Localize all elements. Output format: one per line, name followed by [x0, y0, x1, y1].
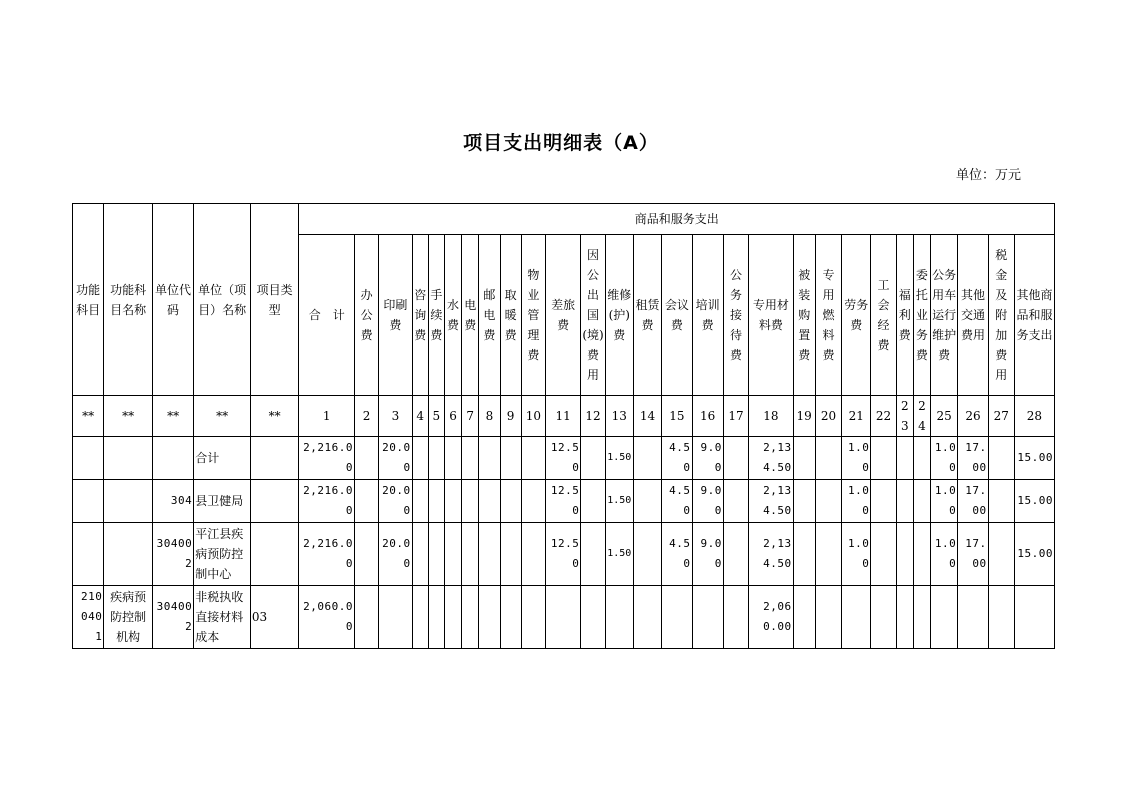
col-header: 维修(护)费: [605, 235, 633, 396]
col-number: 20: [815, 396, 841, 437]
col-number: 6: [444, 396, 461, 437]
col-header: 专用燃料费: [815, 235, 841, 396]
unit-name-cell: 合计: [194, 437, 251, 480]
col-header: 邮电费: [479, 235, 500, 396]
col-number: **: [104, 396, 153, 437]
col-header: 项目类型: [250, 204, 299, 396]
col-number: 5: [428, 396, 444, 437]
unit-code-cell: 304: [152, 480, 193, 523]
total-cell: 2,216.00: [299, 523, 355, 586]
material-cell: 2,134.50: [749, 480, 793, 523]
repair-cell: 1.50: [605, 523, 633, 586]
printing-cell: 20.00: [379, 437, 412, 480]
col-header: 印刷费: [379, 235, 412, 396]
col-header: 差旅费: [545, 235, 580, 396]
col-header: 劳务费: [842, 235, 871, 396]
col-header: 水费: [444, 235, 461, 396]
col-header: 取暖费: [500, 235, 521, 396]
col-number: 25: [931, 396, 958, 437]
vehicle-cell: 1.00: [931, 523, 958, 586]
printing-cell: 20.00: [379, 480, 412, 523]
other-cell: 15.00: [1014, 480, 1054, 523]
travel-cell: 12.50: [545, 523, 580, 586]
col-number: **: [152, 396, 193, 437]
header-row-group: [73, 204, 1055, 235]
col-header: 单位（项目）名称: [194, 204, 251, 396]
col-header: 培训费: [692, 235, 723, 396]
col-header: 手续费: [428, 235, 444, 396]
col-header: 专用材料费: [749, 235, 793, 396]
col-header: 因公出国(境)费用: [581, 235, 605, 396]
col-header: 物业管理费: [521, 235, 545, 396]
col-header: 其他交通费用: [958, 235, 988, 396]
col-header: 公务用车运行维护费: [931, 235, 958, 396]
col-number: 13: [605, 396, 633, 437]
vehicle-cell: 1.00: [931, 480, 958, 523]
project-expenditure-table: [72, 203, 1055, 649]
transport-cell: 17.00: [958, 523, 988, 586]
table-row: [73, 523, 1055, 586]
column-number-row: [73, 396, 1055, 437]
col-header: 租赁费: [633, 235, 661, 396]
other-cell: 15.00: [1014, 523, 1054, 586]
printing-cell: 20.00: [379, 523, 412, 586]
col-header: 被装购置费: [793, 235, 815, 396]
col-number: **: [250, 396, 299, 437]
unit-code-cell: 304002: [152, 523, 193, 586]
total-cell: 2,216.00: [299, 437, 355, 480]
col-number: 8: [479, 396, 500, 437]
col-header: 委托业务费: [913, 235, 930, 396]
table-row: [73, 437, 1055, 480]
col-number: 26: [958, 396, 988, 437]
travel-cell: 12.50: [545, 437, 580, 480]
training-cell: 9.00: [692, 480, 723, 523]
col-number: 4: [412, 396, 428, 437]
project-type-cell: 03: [250, 586, 299, 649]
labor-cell: 1.00: [842, 523, 871, 586]
travel-cell: 12.50: [545, 480, 580, 523]
repair-cell: 1.50: [605, 437, 633, 480]
labor-cell: 1.00: [842, 437, 871, 480]
function-code-cell: 2100401: [73, 586, 104, 649]
col-header: 税金及附加费用: [988, 235, 1014, 396]
transport-cell: 17.00: [958, 437, 988, 480]
col-number: 22: [871, 396, 896, 437]
col-number: **: [194, 396, 251, 437]
training-cell: 9.00: [692, 523, 723, 586]
col-number: 17: [723, 396, 748, 437]
training-cell: 9.00: [692, 437, 723, 480]
material-cell: 2,060.00: [749, 586, 793, 649]
col-header: 办公费: [355, 235, 379, 396]
col-header: 会议费: [662, 235, 692, 396]
col-number: 18: [749, 396, 793, 437]
unit-name-cell: 非税执收直接材料成本: [194, 586, 251, 649]
col-number: **: [73, 396, 104, 437]
meeting-cell: 4.50: [662, 523, 692, 586]
col-number: 23: [896, 396, 913, 437]
col-number: 15: [662, 396, 692, 437]
group-header: 商品和服务支出: [299, 204, 1055, 235]
col-header: 功能科目: [73, 204, 104, 396]
col-number: 9: [500, 396, 521, 437]
col-number: 24: [913, 396, 930, 437]
col-header: 福利费: [896, 235, 913, 396]
unit-name-cell: 平江县疾病预防控制中心: [194, 523, 251, 586]
col-header: 其他商品和服务支出: [1014, 235, 1054, 396]
function-name-cell: 疾病预防控制机构: [104, 586, 153, 649]
vehicle-cell: 1.00: [931, 437, 958, 480]
col-header: 电费: [462, 235, 479, 396]
page-title: 项目支出明细表（A）: [463, 132, 659, 154]
col-number: 27: [988, 396, 1014, 437]
col-number: 19: [793, 396, 815, 437]
col-number: 1: [299, 396, 355, 437]
total-cell: 2,060.00: [299, 586, 355, 649]
col-header: 公务接待费: [723, 235, 748, 396]
col-number: 21: [842, 396, 871, 437]
col-number: 11: [545, 396, 580, 437]
col-number: 3: [379, 396, 412, 437]
meeting-cell: 4.50: [662, 480, 692, 523]
col-number: 16: [692, 396, 723, 437]
other-cell: 15.00: [1014, 437, 1054, 480]
material-cell: 2,134.50: [749, 523, 793, 586]
unit-label: 单位：万元: [956, 168, 1022, 183]
col-number: 2: [355, 396, 379, 437]
unit-name-cell: 县卫健局: [194, 480, 251, 523]
col-header: 合 计: [299, 235, 355, 396]
col-header: 单位代码: [152, 204, 193, 396]
meeting-cell: 4.50: [662, 437, 692, 480]
material-cell: 2,134.50: [749, 437, 793, 480]
col-header: 咨询费: [412, 235, 428, 396]
unit-code-cell: 304002: [152, 586, 193, 649]
table-row: [73, 480, 1055, 523]
col-number: 7: [462, 396, 479, 437]
col-header: 功能科目名称: [104, 204, 153, 396]
col-header: 工会经费: [871, 235, 896, 396]
total-cell: 2,216.00: [299, 480, 355, 523]
labor-cell: 1.00: [842, 480, 871, 523]
col-number: 14: [633, 396, 661, 437]
col-number: 12: [581, 396, 605, 437]
col-number: 10: [521, 396, 545, 437]
col-number: 28: [1014, 396, 1054, 437]
repair-cell: 1.50: [605, 480, 633, 523]
transport-cell: 17.00: [958, 480, 988, 523]
table-row: [73, 586, 1055, 649]
